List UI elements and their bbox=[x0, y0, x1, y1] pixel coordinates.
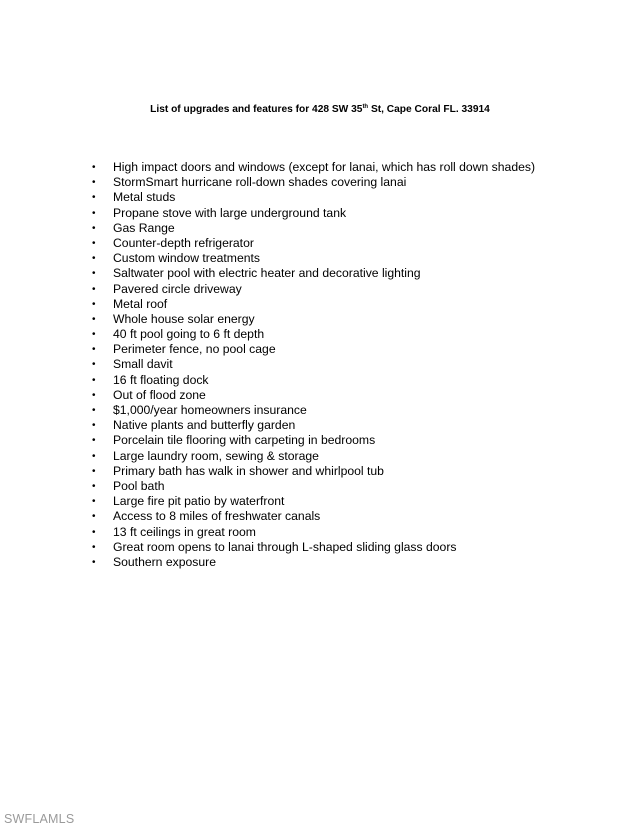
bullet-icon: • bbox=[92, 496, 96, 508]
bullet-icon: • bbox=[92, 207, 96, 219]
feature-text: Access to 8 miles of freshwater canals bbox=[113, 509, 321, 524]
feature-text: Native plants and butterfly garden bbox=[113, 418, 296, 433]
feature-text: Primary bath has walk in shower and whirlpool tub bbox=[113, 463, 384, 478]
feature-text: Southern exposure bbox=[113, 554, 216, 569]
bullet-icon: • bbox=[92, 405, 96, 416]
feature-text: Pavered circle driveway bbox=[113, 281, 242, 296]
feature-text: High impact doors and windows (except for lanai, which has roll down shades) bbox=[113, 160, 536, 174]
feature-text: Gas Range bbox=[113, 220, 175, 235]
bullet-icon: • bbox=[92, 389, 96, 401]
bullet-icon: • bbox=[92, 541, 96, 553]
list-item bbox=[89, 388, 535, 403]
list-item bbox=[89, 464, 535, 479]
bullet-icon: • bbox=[92, 420, 96, 432]
feature-text: Propane stove with large underground tank bbox=[113, 205, 347, 220]
feature-text: Large laundry room, sewing & storage bbox=[113, 448, 319, 463]
list-item bbox=[89, 433, 535, 448]
document-title bbox=[0, 103, 640, 117]
bullet-icon: • bbox=[92, 192, 96, 204]
bullet-icon: • bbox=[92, 222, 96, 234]
bullet-icon: • bbox=[92, 268, 96, 280]
bullet-icon: • bbox=[92, 177, 96, 189]
feature-text: $1,000/year homeowners insurance bbox=[113, 403, 307, 417]
feature-text: 13 ft ceilings in great room bbox=[113, 524, 256, 539]
feature-list bbox=[89, 160, 535, 570]
bullet-icon: • bbox=[92, 374, 96, 386]
bullet-icon: • bbox=[92, 237, 96, 249]
bullet-icon: • bbox=[92, 298, 96, 310]
feature-text: Perimeter fence, no pool cage bbox=[113, 342, 276, 357]
bullet-icon: • bbox=[92, 465, 96, 477]
feature-text: Saltwater pool with electric heater and decorative lighting bbox=[113, 266, 421, 281]
list-item bbox=[89, 555, 535, 570]
feature-text: StormSmart hurricane roll-down shades covering lanai bbox=[113, 175, 407, 190]
bullet-icon: • bbox=[92, 450, 96, 462]
list-item bbox=[89, 540, 535, 555]
bullet-icon: • bbox=[92, 526, 96, 538]
bullet-icon: • bbox=[92, 359, 96, 371]
list-item bbox=[89, 494, 535, 509]
feature-text: Metal studs bbox=[113, 190, 176, 205]
list-item bbox=[89, 297, 535, 312]
bullet-icon: • bbox=[92, 329, 96, 341]
list-item bbox=[89, 266, 535, 281]
list-item bbox=[89, 312, 535, 327]
list-item bbox=[89, 403, 535, 418]
feature-text: Great room opens to lanai through L-shaped sliding glass doors bbox=[113, 539, 457, 554]
list-item bbox=[89, 221, 535, 236]
bullet-icon: • bbox=[92, 511, 96, 523]
list-item bbox=[89, 449, 535, 464]
feature-text: Small davit bbox=[113, 357, 173, 372]
feature-text: 16 ft floating dock bbox=[113, 372, 209, 387]
list-item bbox=[89, 327, 535, 342]
list-item bbox=[89, 509, 535, 524]
feature-text: Pool bath bbox=[113, 478, 165, 493]
feature-text: Metal roof bbox=[113, 296, 168, 311]
bullet-icon: • bbox=[92, 556, 96, 568]
watermark: SWFLAMLS bbox=[4, 812, 75, 826]
bullet-icon: • bbox=[92, 435, 96, 447]
bullet-icon: • bbox=[92, 162, 96, 173]
title-text-start: List of upgrades and features for 428 SW 35 bbox=[150, 104, 363, 115]
list-item bbox=[89, 160, 535, 175]
bullet-icon: • bbox=[92, 344, 96, 356]
feature-text: Large fire pit patio by waterfront bbox=[113, 494, 285, 509]
list-item bbox=[89, 342, 535, 357]
feature-text: Porcelain tile flooring with carpeting in bedrooms bbox=[113, 433, 376, 448]
bullet-icon: • bbox=[92, 283, 96, 295]
list-item bbox=[89, 236, 535, 251]
feature-text: Whole house solar energy bbox=[113, 311, 255, 326]
bullet-icon: • bbox=[92, 480, 96, 492]
list-item bbox=[89, 190, 535, 205]
list-item bbox=[89, 479, 535, 494]
feature-text: Counter-depth refrigerator bbox=[113, 235, 254, 250]
list-item bbox=[89, 206, 535, 221]
bullet-icon: • bbox=[92, 313, 96, 325]
feature-text: Out of flood zone bbox=[113, 387, 206, 402]
title-text-end: St, Cape Coral FL. 33914 bbox=[368, 104, 490, 115]
list-item bbox=[89, 373, 535, 388]
feature-text: 40 ft pool going to 6 ft depth bbox=[113, 327, 265, 342]
title-ordinal-suffix: th bbox=[362, 104, 369, 110]
feature-text: Custom window treatments bbox=[113, 251, 260, 266]
list-item bbox=[89, 357, 535, 372]
list-item bbox=[89, 251, 535, 266]
list-item bbox=[89, 418, 535, 433]
bullet-icon: • bbox=[92, 253, 96, 265]
list-item bbox=[89, 175, 535, 190]
list-item bbox=[89, 282, 535, 297]
list-item bbox=[89, 525, 535, 540]
